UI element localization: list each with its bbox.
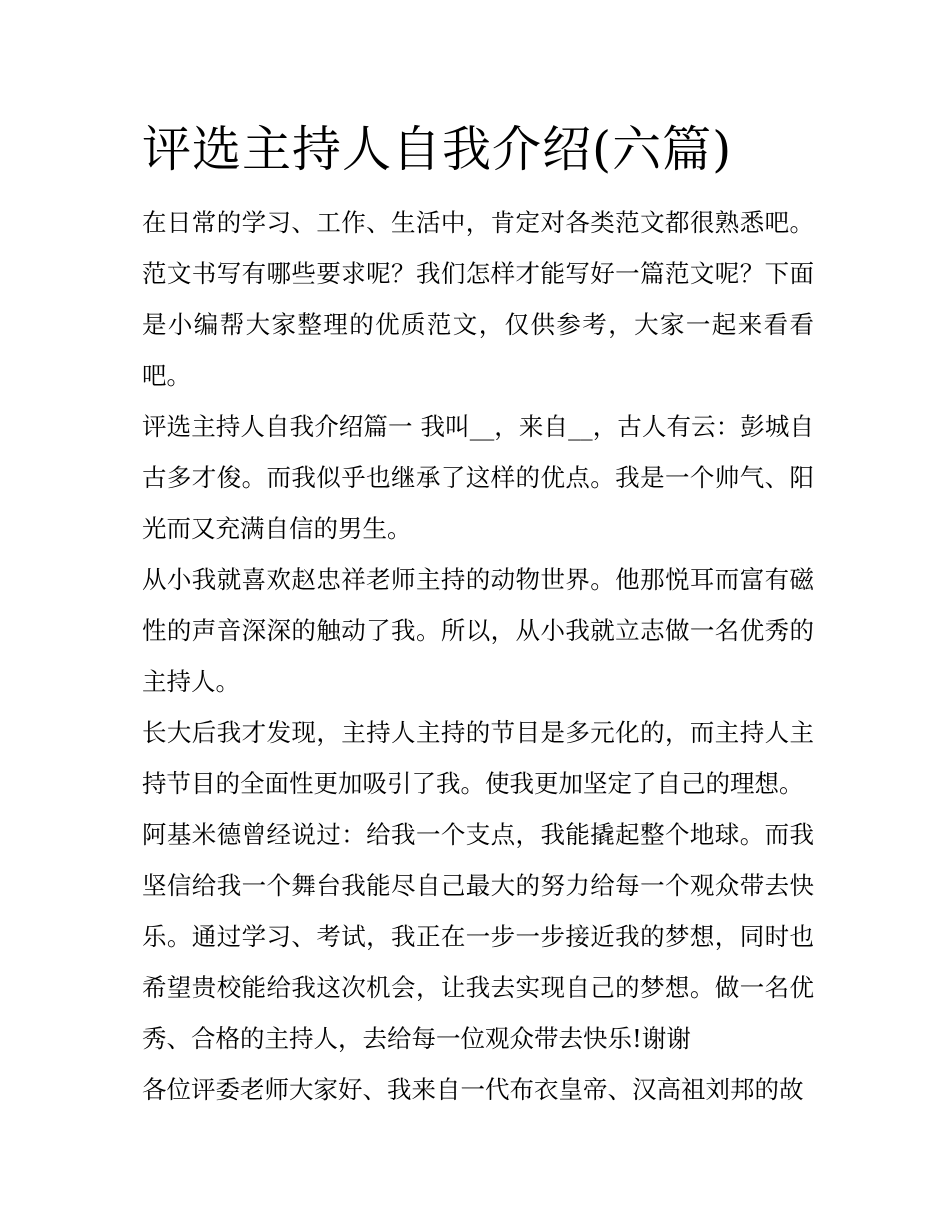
document-title: 评选主持人自我介绍(六篇) xyxy=(142,121,733,178)
paragraph-intro: 在日常的学习、工作、生活中，肯定对各类范文都很熟悉吧。范文书写有哪些要求呢？我们怎样才能写好一篇范文呢？下面是小编帮大家整理的优质范文，仅供参考，大家一起来看看吧。 xyxy=(142,208,814,390)
paragraph-second-intro: 各位评委老师大家好、我来自一代布衣皇帝、汉高祖刘邦的故 xyxy=(142,1075,804,1104)
paragraph-growing-up: 长大后我才发现，主持人主持的节目是多元化的，而主持人主持节目的全面性更加吸引了我。使我更加坚定了自己的理想。 xyxy=(142,718,814,798)
paragraph-archimedes: 阿基米德曾经说过：给我一个支点，我能撬起整个地球。而我坚信给我一个舞台我能尽自己最大的努力给每一个观众带去快乐。通过学习、考试，我正在一步一步接近我的梦想，同时也希望贵校能给我这次机会，让我去实现自己的梦想。做一名优秀、合格的主持人，去给每一位观众带去快乐!谢谢 xyxy=(142,820,814,1053)
paragraph-self-intro: 评选主持人自我介绍篇一 我叫__，来自__，古人有云：彭城自古多才俊。而我似乎也继承了这样的优点。我是一个帅气、阳光而又充满自信的男生。 xyxy=(142,412,814,543)
paragraph-childhood-dream: 从小我就喜欢赵忠祥老师主持的动物世界。他那悦耳而富有磁性的声音深深的触动了我。所以，从小我就立志做一名优秀的主持人。 xyxy=(142,565,814,696)
document-body xyxy=(142,197,814,1115)
